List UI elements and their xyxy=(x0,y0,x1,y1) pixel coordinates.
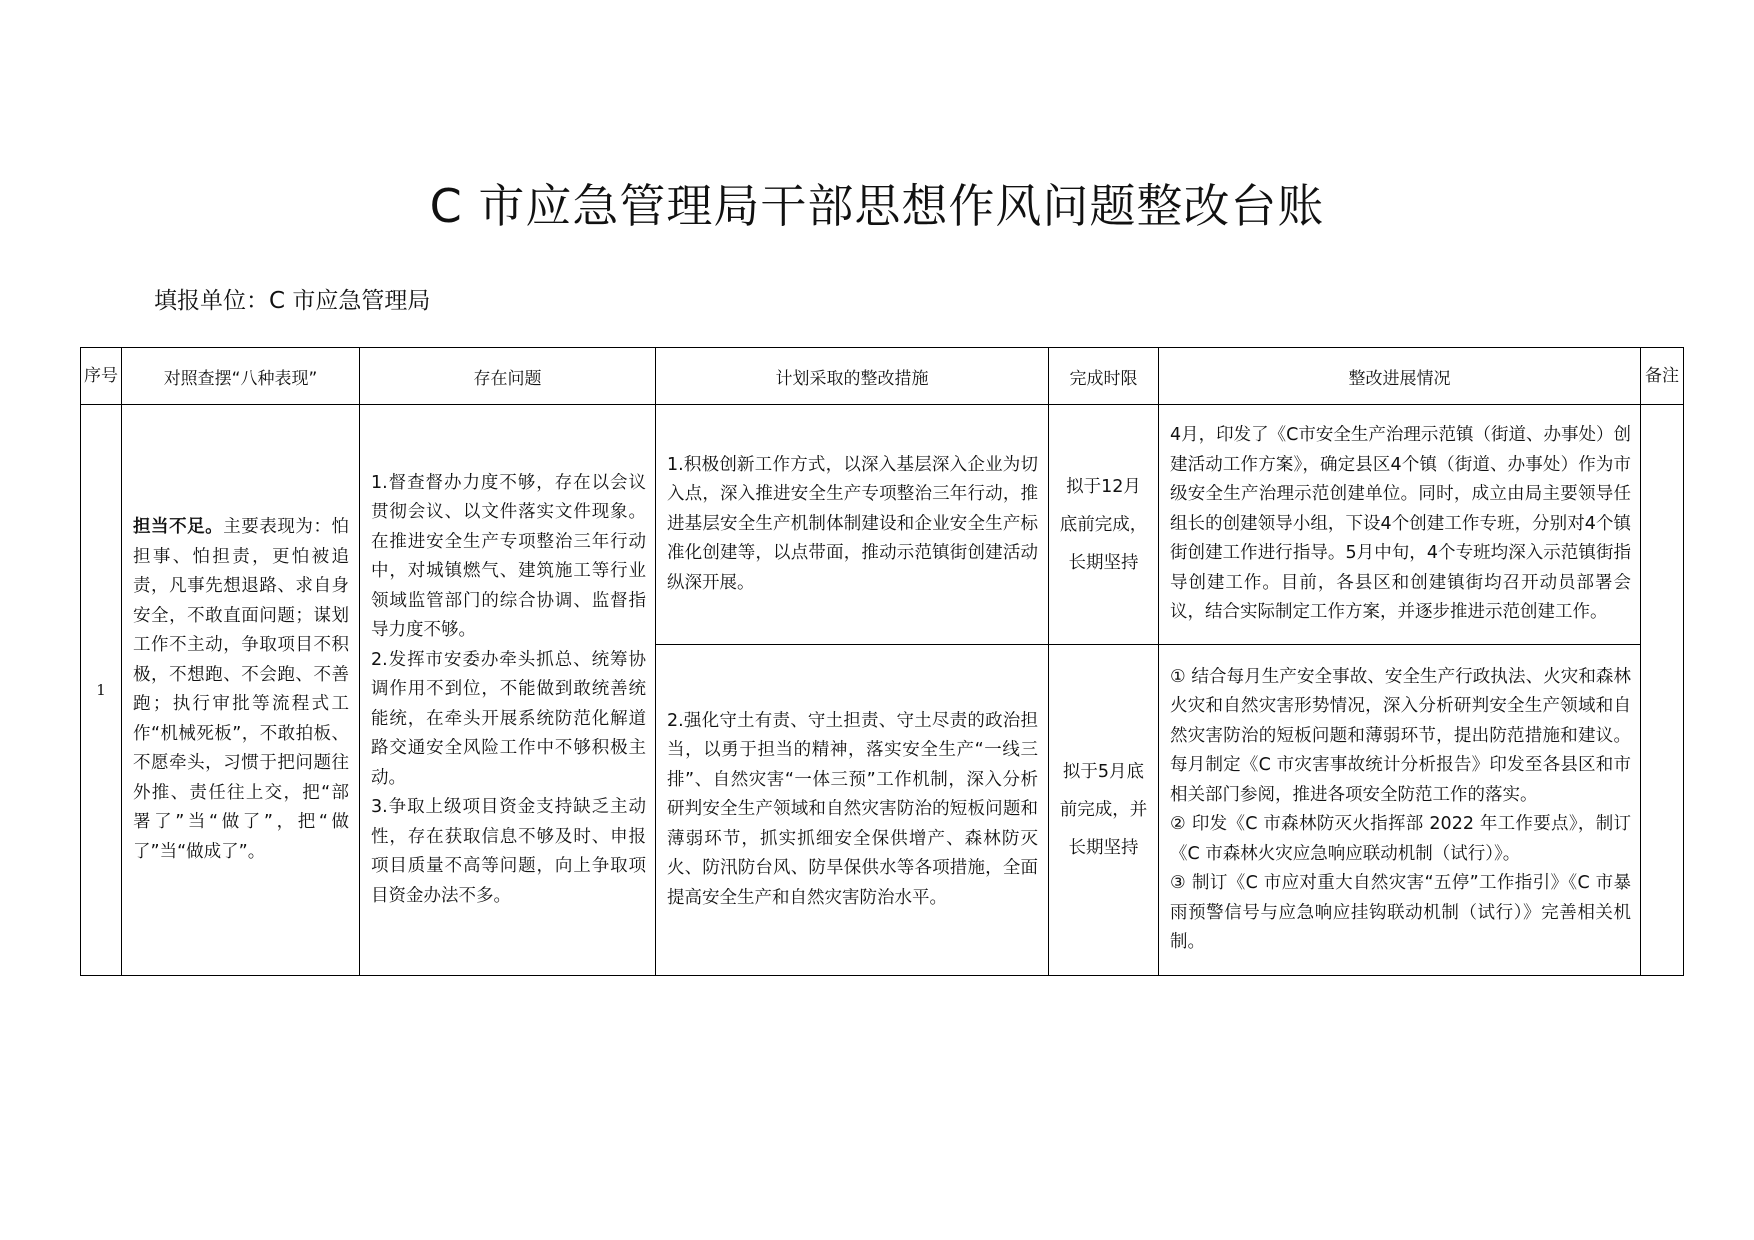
progress-item: ② 印发《C 市森林防灭火指挥部 2022 年工作要点》，制订《C 市森林火灾应急响应联动机制（试行）》。 xyxy=(1170,814,1631,864)
table-header-row xyxy=(81,348,1684,405)
performance-heading: 担当不足。 xyxy=(133,517,224,537)
problems-cell xyxy=(360,405,656,976)
deadline-cell: 拟于5月底前完成，并长期坚持 xyxy=(1049,645,1159,976)
header-seq: 序号 xyxy=(81,348,122,405)
deadline-cell: 拟于12月底前完成，长期坚持 xyxy=(1049,405,1159,645)
measure-cell: 1.积极创新工作方式，以深入基层深入企业为切入点，深入推进安全生产专项整治三年行动，推进基层安全生产机制体制建设和企业安全生产标准化创建等，以点带面，推动示范镇街创建活动纵深开展。 xyxy=(656,405,1049,645)
row-seq: 1 xyxy=(81,405,122,976)
reporting-unit: 填报单位：C 市应急管理局 xyxy=(154,288,431,314)
progress-cell xyxy=(1159,405,1641,645)
header-remarks: 备注 xyxy=(1641,348,1684,405)
header-deadline: 完成时限 xyxy=(1049,348,1159,405)
performance-text: 主要表现为：怕担事、怕担责，更怕被追责，凡事先想退路、求自身安全，不敢直面问题；谋划工作不主动，争取项目不积极，不想跑、不会跑、不善跑；执行审批等流程式工作“机械死板”，不敢拍板、不愿牵头，习惯于把问题往外推、责任往上交，把“部署了”当“做了”，把“做了”当“做成了”。 xyxy=(133,517,350,862)
rectification-ledger-table xyxy=(80,347,1684,976)
performance-cell xyxy=(122,405,360,976)
header-progress: 整改进展情况 xyxy=(1159,348,1641,405)
header-measures: 计划采取的整改措施 xyxy=(656,348,1049,405)
problem-item: 2.发挥市安委办牵头抓总、统筹协调作用不到位，不能做到敢统善统能统，在牵头开展系统防范化解道路交通安全风险工作中不够积极主动。 xyxy=(371,649,646,788)
problem-item: 3.争取上级项目资金支持缺乏主动性，存在获取信息不够及时、申报项目质量不高等问题，向上争取项目资金办法不多。 xyxy=(371,797,646,906)
progress-item: ① 结合每月生产安全事故、安全生产行政执法、火灾和森林火灾和自然灾害形势情况，深入分析研判安全生产领域和自然灾害防治的短板问题和薄弱环节，提出防范措施和建议。每月制定《C 市灾害事故统计分析报告》印发至各县区和市相关部门参阅，推进各项安全防范工作的落实。 xyxy=(1170,666,1631,805)
header-problems: 存在问题 xyxy=(360,348,656,405)
header-performance: 对照查摆“八种表现” xyxy=(122,348,360,405)
remarks-cell xyxy=(1641,405,1684,976)
problem-item: 1.督查督办力度不够，存在以会议贯彻会议、以文件落实文件现象。在推进安全生产专项整治三年行动中，对城镇燃气、建筑施工等行业领域监管部门的综合协调、监督指导力度不够。 xyxy=(371,472,646,641)
progress-item: ③ 制订《C 市应对重大自然灾害“五停”工作指引》《C 市暴雨预警信号与应急响应挂钩联动机制（试行）》完善相关机制。 xyxy=(1170,873,1631,952)
progress-item: 4月，印发了《C市安全生产治理示范镇（街道、办事处）创建活动工作方案》，确定县区4个镇（街道、办事处）作为市级安全生产治理示范创建单位。同时，成立由局主要领导任组长的创建领导小组，下设4个创建工作专班，分别对4个镇街创建工作进行指导。5月中旬，4个专班均深入示范镇街指导创建工作。目前，各县区和创建镇街均召开动员部署会议，结合实际制定工作方案，并逐步推进示范创建工作。 xyxy=(1170,425,1631,623)
page-title: C 市应急管理局干部思想作风问题整改台账 xyxy=(429,179,1325,233)
table-row xyxy=(81,405,1684,645)
measure-cell: 2.强化守土有责、守土担责、守土尽责的政治担当，以勇于担当的精神，落实安全生产“一线三排”、自然灾害“一体三预”工作机制，深入分析研判安全生产领域和自然灾害防治的短板问题和薄弱环节，抓实抓细安全保供增产、森林防灭火、防汛防台风、防旱保供水等各项措施，全面提高安全生产和自然灾害防治水平。 xyxy=(656,645,1049,976)
progress-cell xyxy=(1159,645,1641,976)
